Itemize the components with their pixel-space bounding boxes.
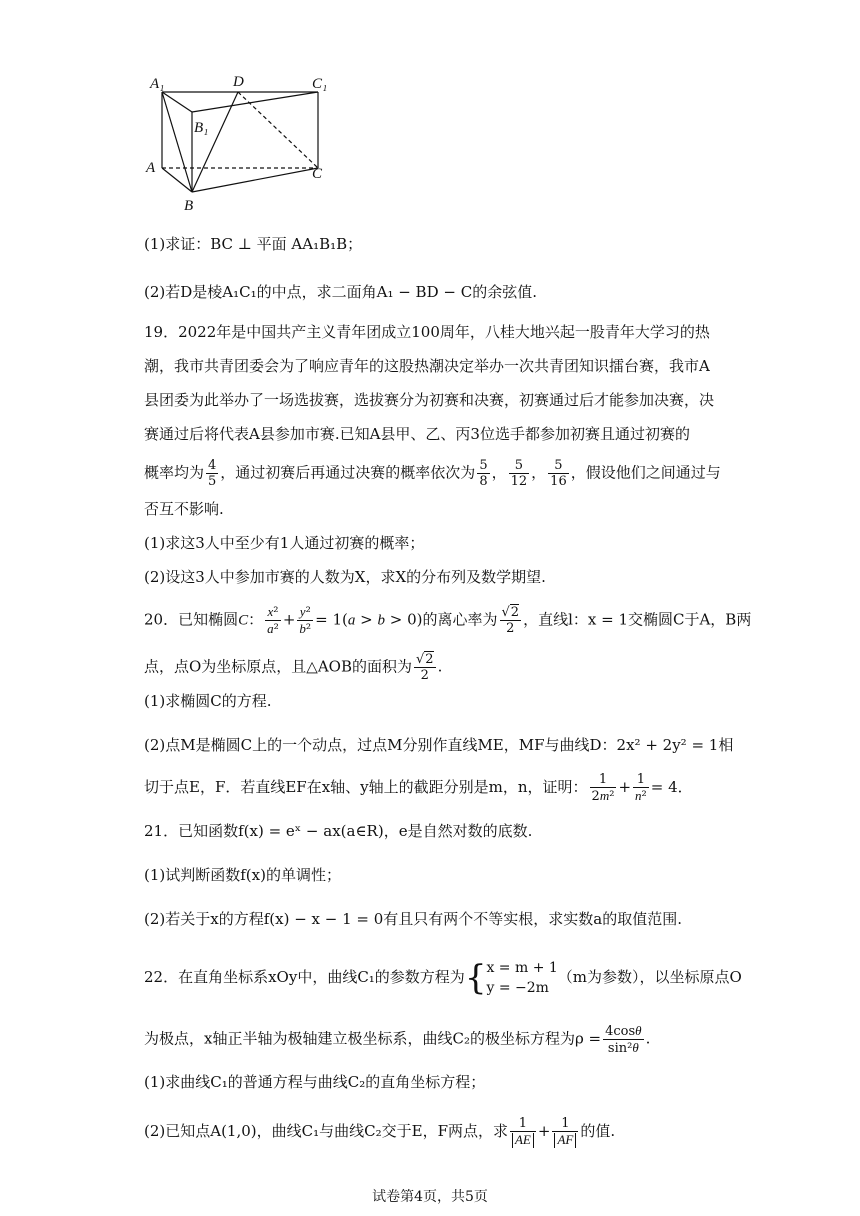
- q19-l5c: ，假设他们之间通过与: [570, 463, 721, 482]
- q22-l1a: 22．在直角坐标系xOy中，曲线C₁的参数方程为: [144, 968, 465, 986]
- q19-l5b: ，通过初赛后再通过决赛的概率依次为: [220, 463, 476, 482]
- q22-l2a: 为极点，x轴正半轴为极轴建立极坐标系，曲线C₂的极坐标方程为ρ =: [144, 1029, 602, 1048]
- q20-line2: 点，点O为坐标原点，且△AOB的面积为 $\frac{√2}{2}$ .: [144, 652, 443, 683]
- label-a1: A₁: [150, 76, 165, 92]
- q20-part2b: 切于点E，F．若直线EF在x轴、y轴上的截距分别是m，n，证明： $\frac{1}{\text{2m²}}$ + $\frac{1}{\text{n²}}$ = 4．: [144, 772, 693, 804]
- q22-sys1: x = m + 1: [486, 960, 558, 976]
- q22-line1: 22．在直角坐标系xOy中，曲线C₁的参数方程为{ x = m + 1 y = −2m （m为参数），以坐标原点O: [144, 958, 742, 998]
- q20-p2c: = 4．: [650, 778, 693, 796]
- q20-line1: 20．已知椭圆C： $\frac{\text{x²}}{\text{a²}}$ + $\frac{\text{y²}}{\text{b²}}$ = 1(a > b > 0)的离心率为 $\frac{√2}{2}$ ，直线l：x = 1交椭圆C于A，B两: [144, 604, 752, 637]
- q20-l2a: 点，点O为坐标原点，且△AOB的面积为: [144, 657, 412, 676]
- q22-p2b: 的值.: [580, 1122, 616, 1140]
- q19-line1: 19．2022年是中国共产主义青年团成立100周年，八桂大地兴起一股青年大学习的热: [144, 323, 710, 341]
- prism-figure: [140, 68, 340, 218]
- q22-line2: 为极点，x轴正半轴为极轴建立极坐标系，曲线C₂的极坐标方程为ρ = $\frac{4\cos\theta}{\text{sin²θ}}$ .: [144, 1023, 651, 1056]
- q20-l1b: 的离心率为: [422, 610, 498, 629]
- label-d: D: [233, 74, 244, 90]
- q22-part2: (2)已知点A(1,0)，曲线C₁与曲线C₂交于E，F两点，求 $\frac{1}{AE}$ + $\frac{1}{AF}$ 的值.: [144, 1116, 616, 1147]
- q19-line3: 县团委为此举办了一场选拔赛，选拔赛分为初赛和决赛，初赛通过后才能参加决赛，决: [144, 391, 715, 409]
- q22-sys2: y = −2m: [486, 980, 549, 996]
- q18-part2: (2)若D是棱A₁C₁的中点，求二面角A₁ − BD − C的余弦值.: [144, 283, 537, 301]
- q19-line2: 潮，我市共青团委会为了响应青年的这股热潮决定举办一次共青团知识擂台赛，我市A: [144, 357, 710, 375]
- q22-p2a: (2)已知点A(1,0)，曲线C₁与曲线C₂交于E，F两点，求: [144, 1122, 508, 1140]
- q20-part1: (1)求椭圆C的方程.: [144, 692, 272, 710]
- q21-line1: 21．已知函数f(x) = eˣ − ax(a∈R)，e是自然对数的底数.: [144, 822, 533, 840]
- q20-p2b: 切于点E，F．若直线EF在x轴、y轴上的截距分别是m，n，证明：: [144, 778, 588, 796]
- label-a: A: [146, 160, 156, 176]
- q19-line6: 否互不影响.: [144, 500, 224, 518]
- q22-l1b: （m为参数），以坐标原点O: [557, 968, 742, 986]
- q19-line5: 概率均为 $\frac{4}{5}$ ，通过初赛后再通过决赛的概率依次为 $\frac{5}{8}$ ， $\frac{5}{12}$ ， $\frac{5}{16}$ ，假设他们之间通过与: [144, 458, 721, 489]
- q20-l1c: ，直线l：x = 1交椭圆C于A，B两: [523, 610, 752, 629]
- q20-part2a: (2)点M是椭圆C上的一个动点，过点M分别作直线ME，MF与曲线D：2x² + 2y² = 1相: [144, 736, 734, 754]
- label-c: C: [312, 166, 323, 182]
- q21-part1: (1)试判断函数f(x)的单调性；: [144, 866, 341, 884]
- label-b1: B₁: [194, 120, 209, 136]
- q19-line4: 赛通过后将代表A县参加市赛.已知A县甲、乙、丙3位选手都参加初赛且通过初赛的: [144, 425, 690, 443]
- q19-part2: (2)设这3人中参加市赛的人数为X，求X的分布列及数学期望.: [144, 568, 546, 586]
- label-b: B: [184, 198, 194, 214]
- q19-l5a: 概率均为: [144, 463, 205, 482]
- label-c1: C₁: [312, 76, 328, 92]
- page-footer: 试卷第4页，共5页: [372, 1189, 488, 1205]
- q19-part1: (1)求这3人中至少有1人通过初赛的概率；: [144, 534, 425, 552]
- q22-part1: (1)求曲线C₁的普通方程与曲线C₂的直角坐标方程；: [144, 1073, 486, 1091]
- q21-part2: (2)若关于x的方程f(x) − x − 1 = 0有且只有两个不等实根，求实数a的取值范围.: [144, 910, 682, 928]
- q20-l1a: 20．已知椭圆: [144, 610, 239, 629]
- q18-part1: (1)求证：BC ⊥ 平面 AA₁B₁B；: [144, 235, 363, 253]
